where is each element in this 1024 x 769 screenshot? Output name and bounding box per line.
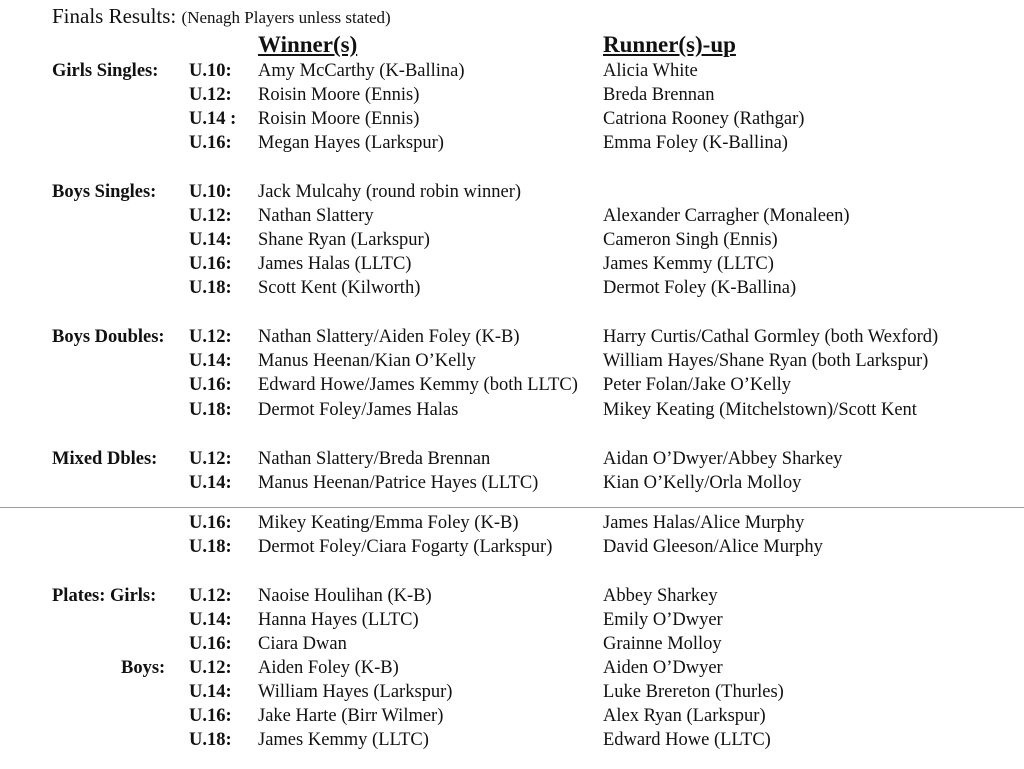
result-row <box>0 682 1024 706</box>
age-group: U.12: <box>189 85 232 105</box>
page-title <box>52 4 391 29</box>
result-row <box>0 278 1024 302</box>
winner-cell: Manus Heenan/Patrice Hayes (LLTC) <box>258 473 539 493</box>
runner-up-cell: Alex Ryan (Larkspur) <box>603 706 766 726</box>
winner-cell: Manus Heenan/Kian O’Kelly <box>258 351 476 371</box>
section-label: Boys Doubles: <box>52 327 165 347</box>
winner-cell: Dermot Foley/James Halas <box>258 400 459 420</box>
winner-cell: James Halas (LLTC) <box>258 254 412 274</box>
result-row <box>0 513 1024 537</box>
result-row <box>0 586 1024 610</box>
result-row <box>0 449 1024 473</box>
runner-up-cell: Luke Brereton (Thurles) <box>603 682 784 702</box>
runner-up-cell: Kian O’Kelly/Orla Molloy <box>603 473 802 493</box>
winner-cell: Jake Harte (Birr Wilmer) <box>258 706 444 726</box>
winner-cell: Edward Howe/James Kemmy (both LLTC) <box>258 375 578 395</box>
divider <box>0 507 1024 508</box>
winners-header: Winner(s) <box>258 32 358 57</box>
age-group: U.14: <box>189 351 232 371</box>
runner-up-cell: Emma Foley (K-Ballina) <box>603 133 788 153</box>
result-row <box>0 706 1024 730</box>
winner-cell: Amy McCarthy (K-Ballina) <box>258 61 465 81</box>
winner-cell: Nathan Slattery <box>258 206 374 226</box>
winner-cell: Roisin Moore (Ennis) <box>258 85 420 105</box>
runner-up-cell: Abbey Sharkey <box>603 586 718 606</box>
age-group: U.16: <box>189 375 232 395</box>
runner-up-cell: James Kemmy (LLTC) <box>603 254 774 274</box>
age-group: U.18: <box>189 278 232 298</box>
winner-cell: Hanna Hayes (LLTC) <box>258 610 419 630</box>
result-row <box>0 634 1024 658</box>
winner-cell: Roisin Moore (Ennis) <box>258 109 420 129</box>
section-label: Boys: <box>121 658 166 678</box>
winner-cell: Nathan Slattery/Aiden Foley (K-B) <box>258 327 520 347</box>
winner-cell: Ciara Dwan <box>258 634 347 654</box>
winner-cell: Dermot Foley/Ciara Fogarty (Larkspur) <box>258 537 553 557</box>
runner-up-cell: Dermot Foley (K-Ballina) <box>603 278 797 298</box>
age-group: U.14: <box>189 473 232 493</box>
age-group: U.12: <box>189 327 232 347</box>
age-group: U.14: <box>189 230 232 250</box>
runner-up-cell: William Hayes/Shane Ryan (both Larkspur) <box>603 351 929 371</box>
runner-up-cell: David Gleeson/Alice Murphy <box>603 537 823 557</box>
result-row <box>0 109 1024 133</box>
age-group: U.14 : <box>189 109 237 129</box>
runner-up-cell: Harry Curtis/Cathal Gormley (both Wexford) <box>603 327 939 347</box>
runner-up-cell: Alexander Carragher (Monaleen) <box>603 206 850 226</box>
runner-up-cell: Aidan O’Dwyer/Abbey Sharkey <box>603 449 843 469</box>
age-group: U.12: <box>189 206 232 226</box>
winner-cell: William Hayes (Larkspur) <box>258 682 453 702</box>
age-group: U.16: <box>189 706 232 726</box>
winner-cell: Naoise Houlihan (K-B) <box>258 586 432 606</box>
age-group: U.18: <box>189 730 232 750</box>
runner-up-cell: Grainne Molloy <box>603 634 722 654</box>
result-row <box>0 658 1024 682</box>
result-row <box>0 473 1024 497</box>
title-subtitle: (Nenagh Players unless stated) <box>181 8 391 27</box>
age-group: U.18: <box>189 537 232 557</box>
winner-cell: James Kemmy (LLTC) <box>258 730 429 750</box>
age-group: U.10: <box>189 61 232 81</box>
result-row <box>0 375 1024 399</box>
winner-cell: Mikey Keating/Emma Foley (K-B) <box>258 513 519 533</box>
age-group: U.12: <box>189 586 232 606</box>
result-row <box>0 182 1024 206</box>
runner-up-cell: Alicia White <box>603 61 698 81</box>
runner-up-cell: Catriona Rooney (Rathgar) <box>603 109 805 129</box>
runner-up-cell: Aiden O’Dwyer <box>603 658 723 678</box>
runners-up-header: Runner(s)-up <box>603 32 736 57</box>
result-row <box>0 133 1024 157</box>
result-row <box>0 206 1024 230</box>
age-group: U.16: <box>189 513 232 533</box>
age-group: U.18: <box>189 400 232 420</box>
result-row <box>0 61 1024 85</box>
age-group: U.16: <box>189 254 232 274</box>
result-row <box>0 254 1024 278</box>
result-row <box>0 610 1024 634</box>
winner-cell: Nathan Slattery/Breda Brennan <box>258 449 491 469</box>
age-group: U.16: <box>189 133 232 153</box>
title-main: Finals Results: <box>52 4 177 28</box>
result-row <box>0 351 1024 375</box>
result-row <box>0 327 1024 351</box>
winner-cell: Aiden Foley (K-B) <box>258 658 399 678</box>
section-label: Plates: Girls: <box>52 586 157 606</box>
result-row <box>0 537 1024 561</box>
winner-cell: Shane Ryan (Larkspur) <box>258 230 430 250</box>
result-row <box>0 230 1024 254</box>
age-group: U.14: <box>189 610 232 630</box>
runner-up-cell: Peter Folan/Jake O’Kelly <box>603 375 792 395</box>
winner-cell: Jack Mulcahy (round robin winner) <box>258 182 522 202</box>
runner-up-cell: Edward Howe (LLTC) <box>603 730 771 750</box>
age-group: U.16: <box>189 634 232 654</box>
runner-up-cell: Emily O’Dwyer <box>603 610 723 630</box>
section-label: Boys Singles: <box>52 182 157 202</box>
result-row <box>0 730 1024 754</box>
section-label: Mixed Dbles: <box>52 449 158 469</box>
age-group: U.10: <box>189 182 232 202</box>
age-group: U.12: <box>189 658 232 678</box>
result-row <box>0 85 1024 109</box>
winner-cell: Megan Hayes (Larkspur) <box>258 133 444 153</box>
result-row <box>0 400 1024 424</box>
runner-up-cell: Cameron Singh (Ennis) <box>603 230 778 250</box>
runner-up-cell: James Halas/Alice Murphy <box>603 513 805 533</box>
runner-up-cell: Breda Brennan <box>603 85 715 105</box>
age-group: U.12: <box>189 449 232 469</box>
age-group: U.14: <box>189 682 232 702</box>
runner-up-cell: Mikey Keating (Mitchelstown)/Scott Kent <box>603 400 917 420</box>
section-label: Girls Singles: <box>52 61 159 81</box>
winner-cell: Scott Kent (Kilworth) <box>258 278 421 298</box>
